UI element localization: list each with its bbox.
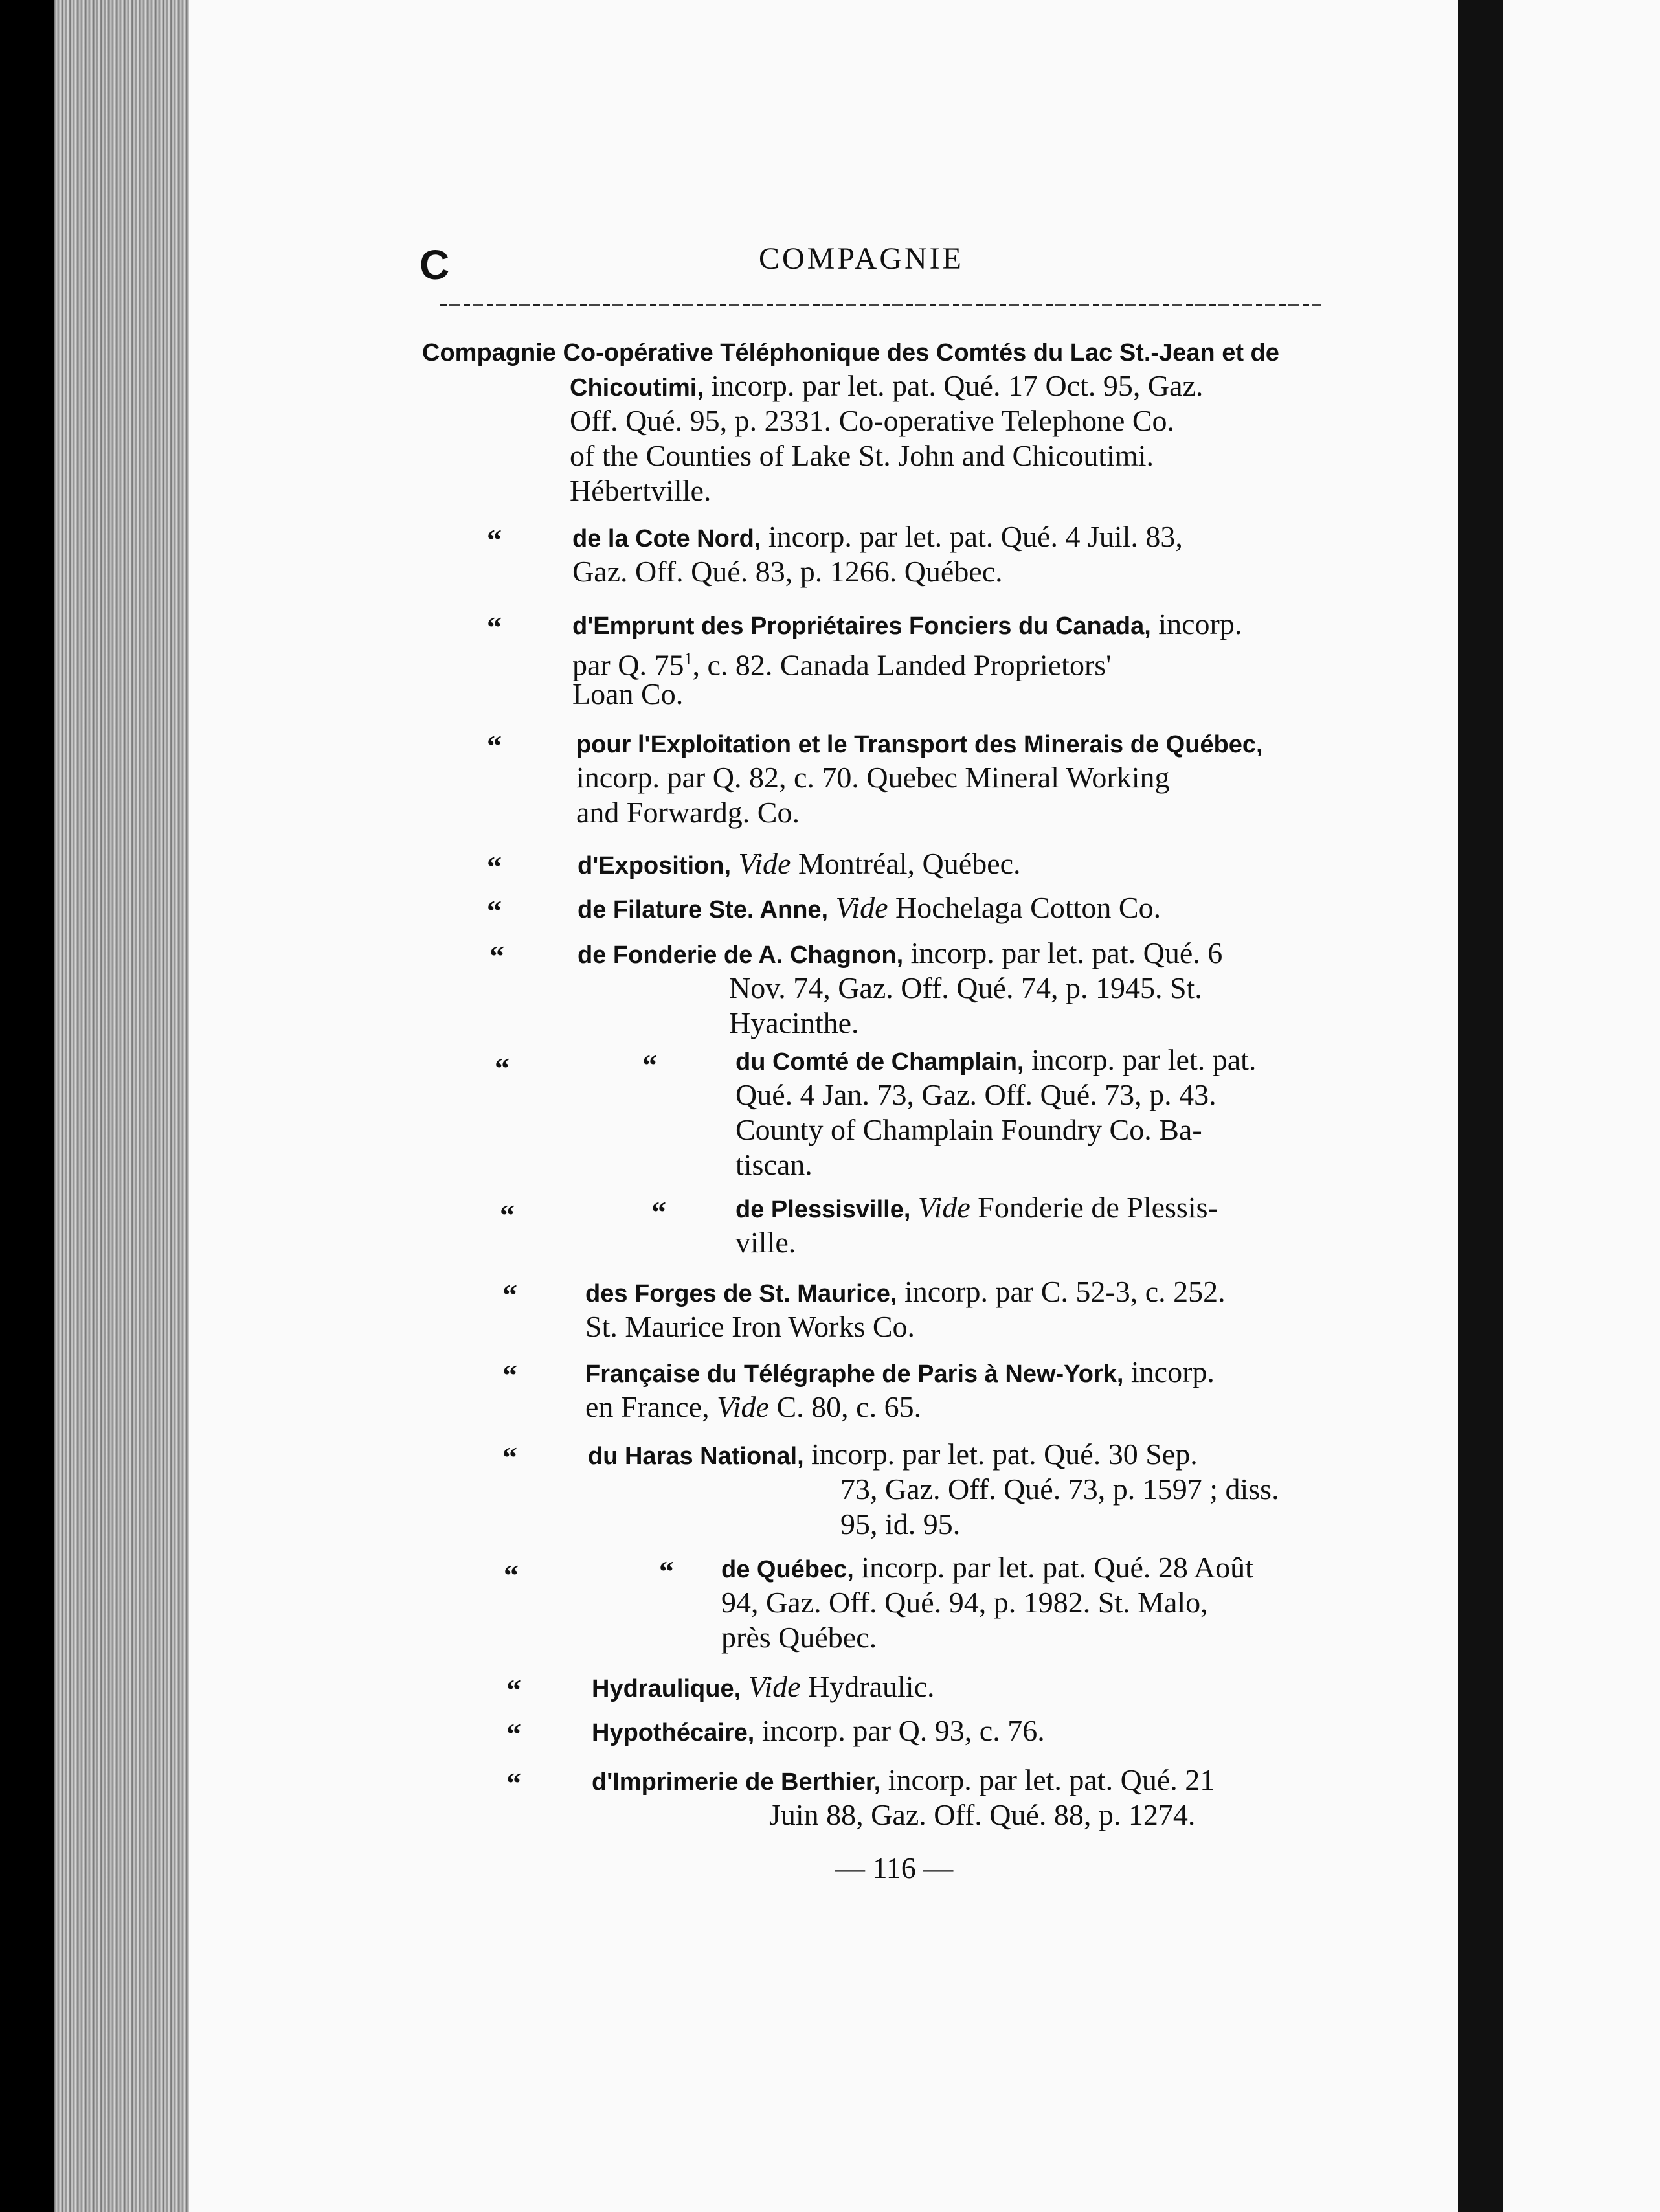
entry-head: pour l'Exploitation et le Transport des Minerais de Québec, — [576, 731, 1263, 758]
entry-text: incorp. par let. pat. Qué. 4 Juil. 83, — [761, 520, 1183, 553]
ditto-mark: “ — [502, 1278, 517, 1311]
entry-text: incorp. — [1150, 607, 1242, 640]
entry-italic: Vide — [741, 1670, 801, 1703]
entry-line: 94, Gaz. Off. Qué. 94, p. 1982. St. Malo, — [721, 1586, 1208, 1619]
entry-text: Fonderie de Plessis- — [970, 1191, 1218, 1224]
entry-head: d'Emprunt des Propriétaires Fonciers du Canada, — [572, 613, 1151, 640]
page-stack-edges — [54, 0, 190, 2212]
entry-line — [585, 1273, 1226, 1313]
adjacent-page-edge — [1503, 0, 1660, 2212]
entry-text: incorp. par C. 52-3, c. 252. — [897, 1275, 1226, 1308]
entry-head: d'Exposition, — [578, 852, 732, 879]
running-title: COMPAGNIE — [759, 242, 964, 276]
entry-line: près Québec. — [721, 1621, 877, 1654]
entry-text: incorp. par let. pat. Qué. 6 — [903, 936, 1223, 969]
superscript: 1 — [684, 649, 693, 668]
entry-line — [735, 1189, 1218, 1228]
ditto-mark: “ — [500, 1199, 515, 1232]
entry-line: Hyacinthe. — [729, 1006, 859, 1039]
entry-line: ville. — [735, 1226, 796, 1259]
entry-head: de Filature Ste. Anne, — [578, 896, 829, 923]
entry-line — [592, 1712, 1045, 1752]
entry-line — [578, 889, 1161, 929]
entry-head: d'Imprimerie de Berthier, — [592, 1768, 881, 1796]
entry-head: Française du Télégraphe de Paris à New-York, — [585, 1360, 1124, 1388]
entry-line: Nov. 74, Gaz. Off. Qué. 74, p. 1945. St. — [729, 971, 1202, 1004]
entry-italic: Vide — [731, 847, 791, 880]
entry-line: Juin 88, Gaz. Off. Qué. 88, p. 1274. — [769, 1798, 1196, 1831]
entry-line: Loan Co. — [572, 677, 684, 710]
entry-line — [721, 1549, 1253, 1588]
ditto-mark: “ — [487, 523, 502, 556]
ditto-mark: “ — [487, 729, 502, 762]
entry-text: Hochelaga Cotton Co. — [888, 891, 1161, 924]
ditto-mark: “ — [487, 850, 502, 883]
entry-text: en France, — [585, 1390, 710, 1423]
entry-line — [585, 1388, 921, 1426]
ditto-mark: “ — [487, 611, 502, 644]
entry-text: par Q. 75 — [572, 648, 684, 682]
section-letter: C — [420, 242, 450, 288]
ditto-mark: “ — [489, 940, 504, 973]
entry-line — [578, 934, 1222, 974]
entry-head: Hypothécaire, — [592, 1719, 755, 1746]
entry-line — [592, 1668, 934, 1708]
entry-head: Chicoutimi, — [570, 374, 704, 401]
ditto-mark: “ — [659, 1555, 674, 1588]
entry-line: incorp. par Q. 82, c. 70. Quebec Mineral Working — [576, 761, 1170, 794]
entry-italic: Vide — [910, 1191, 970, 1224]
ditto-mark: “ — [651, 1195, 666, 1228]
entry-line: County of Champlain Foundry Co. Ba- — [735, 1113, 1202, 1146]
entry-text: incorp. par let. pat. — [1024, 1043, 1257, 1076]
ditto-mark: “ — [495, 1052, 510, 1085]
entry-line: Hébertville. — [570, 474, 712, 507]
ditto-mark: “ — [504, 1559, 519, 1592]
entry-text: , c. 82. Canada Landed Proprietors' — [692, 648, 1112, 682]
entry-head: du Haras National, — [588, 1443, 804, 1470]
entry-text: Hydraulic. — [800, 1670, 935, 1703]
entry-line — [585, 1353, 1215, 1393]
ditto-mark: “ — [506, 1717, 521, 1750]
entry-line — [572, 518, 1183, 558]
entry-text: incorp. par let. pat. Qué. 21 — [880, 1763, 1215, 1796]
entry-text: C. 80, c. 65. — [768, 1390, 922, 1423]
entry-head: de Fonderie de A. Chagnon, — [578, 942, 904, 969]
entry-line — [592, 1761, 1215, 1801]
entry-head: Compagnie Co-opérative Téléphonique des Comtés du Lac St.-Jean et de — [422, 339, 1279, 367]
entry-head: Hydraulique, — [592, 1675, 741, 1702]
header-rule — [440, 304, 1321, 306]
entry-line: Qué. 4 Jan. 73, Gaz. Off. Qué. 73, p. 43. — [735, 1078, 1217, 1111]
entry-text: incorp. par let. pat. Qué. 17 Oct. 95, Gaz. — [703, 369, 1204, 402]
entry-line: Gaz. Off. Qué. 83, p. 1266. Québec. — [572, 555, 1003, 588]
entry-head: des Forges de St. Maurice, — [585, 1280, 897, 1307]
entry-line — [735, 1041, 1256, 1081]
ditto-mark: “ — [487, 894, 502, 927]
entry-line — [422, 332, 1279, 372]
entry-line — [570, 367, 1203, 407]
entry-head: de Québec, — [721, 1556, 854, 1583]
entry-line — [588, 1436, 1198, 1475]
ditto-mark: “ — [502, 1359, 517, 1392]
ditto-mark: “ — [642, 1048, 657, 1081]
entry-line — [576, 724, 1263, 763]
ditto-mark: “ — [506, 1673, 521, 1706]
entry-text: incorp. — [1123, 1355, 1215, 1388]
entry-line — [572, 605, 1242, 645]
ditto-mark: “ — [502, 1441, 517, 1474]
entry-head: de la Cote Nord, — [572, 525, 761, 552]
entry-italic: Vide — [828, 891, 888, 924]
entry-text: Montréal, Québec. — [791, 847, 1021, 880]
entry-head: de Plessisville, — [735, 1196, 911, 1223]
entry-line — [578, 845, 1021, 885]
entry-line: and Forwardg. Co. — [576, 796, 800, 829]
entry-line: of the Counties of Lake St. John and Chicoutimi. — [570, 439, 1154, 472]
page-number: — 116 — — [835, 1851, 954, 1884]
entry-line: 73, Gaz. Off. Qué. 73, p. 1597 ; diss. — [840, 1473, 1279, 1506]
page-gutter — [1458, 0, 1503, 2212]
entry-head: du Comté de Champlain, — [735, 1048, 1024, 1076]
entry-line: tiscan. — [735, 1148, 813, 1181]
entry-line: St. Maurice Iron Works Co. — [585, 1310, 915, 1343]
entry-line: 95, id. 95. — [840, 1507, 961, 1541]
entry-text: incorp. par let. pat. Qué. 28 Août — [853, 1551, 1253, 1584]
entry-text: incorp. par Q. 93, c. 76. — [754, 1714, 1045, 1747]
entry-line: Off. Qué. 95, p. 2331. Co-operative Telephone Co. — [570, 404, 1175, 437]
entry-text: incorp. par let. pat. Qué. 30 Sep. — [803, 1438, 1198, 1471]
ditto-mark: “ — [506, 1766, 521, 1800]
entry-italic: Vide — [709, 1390, 769, 1423]
